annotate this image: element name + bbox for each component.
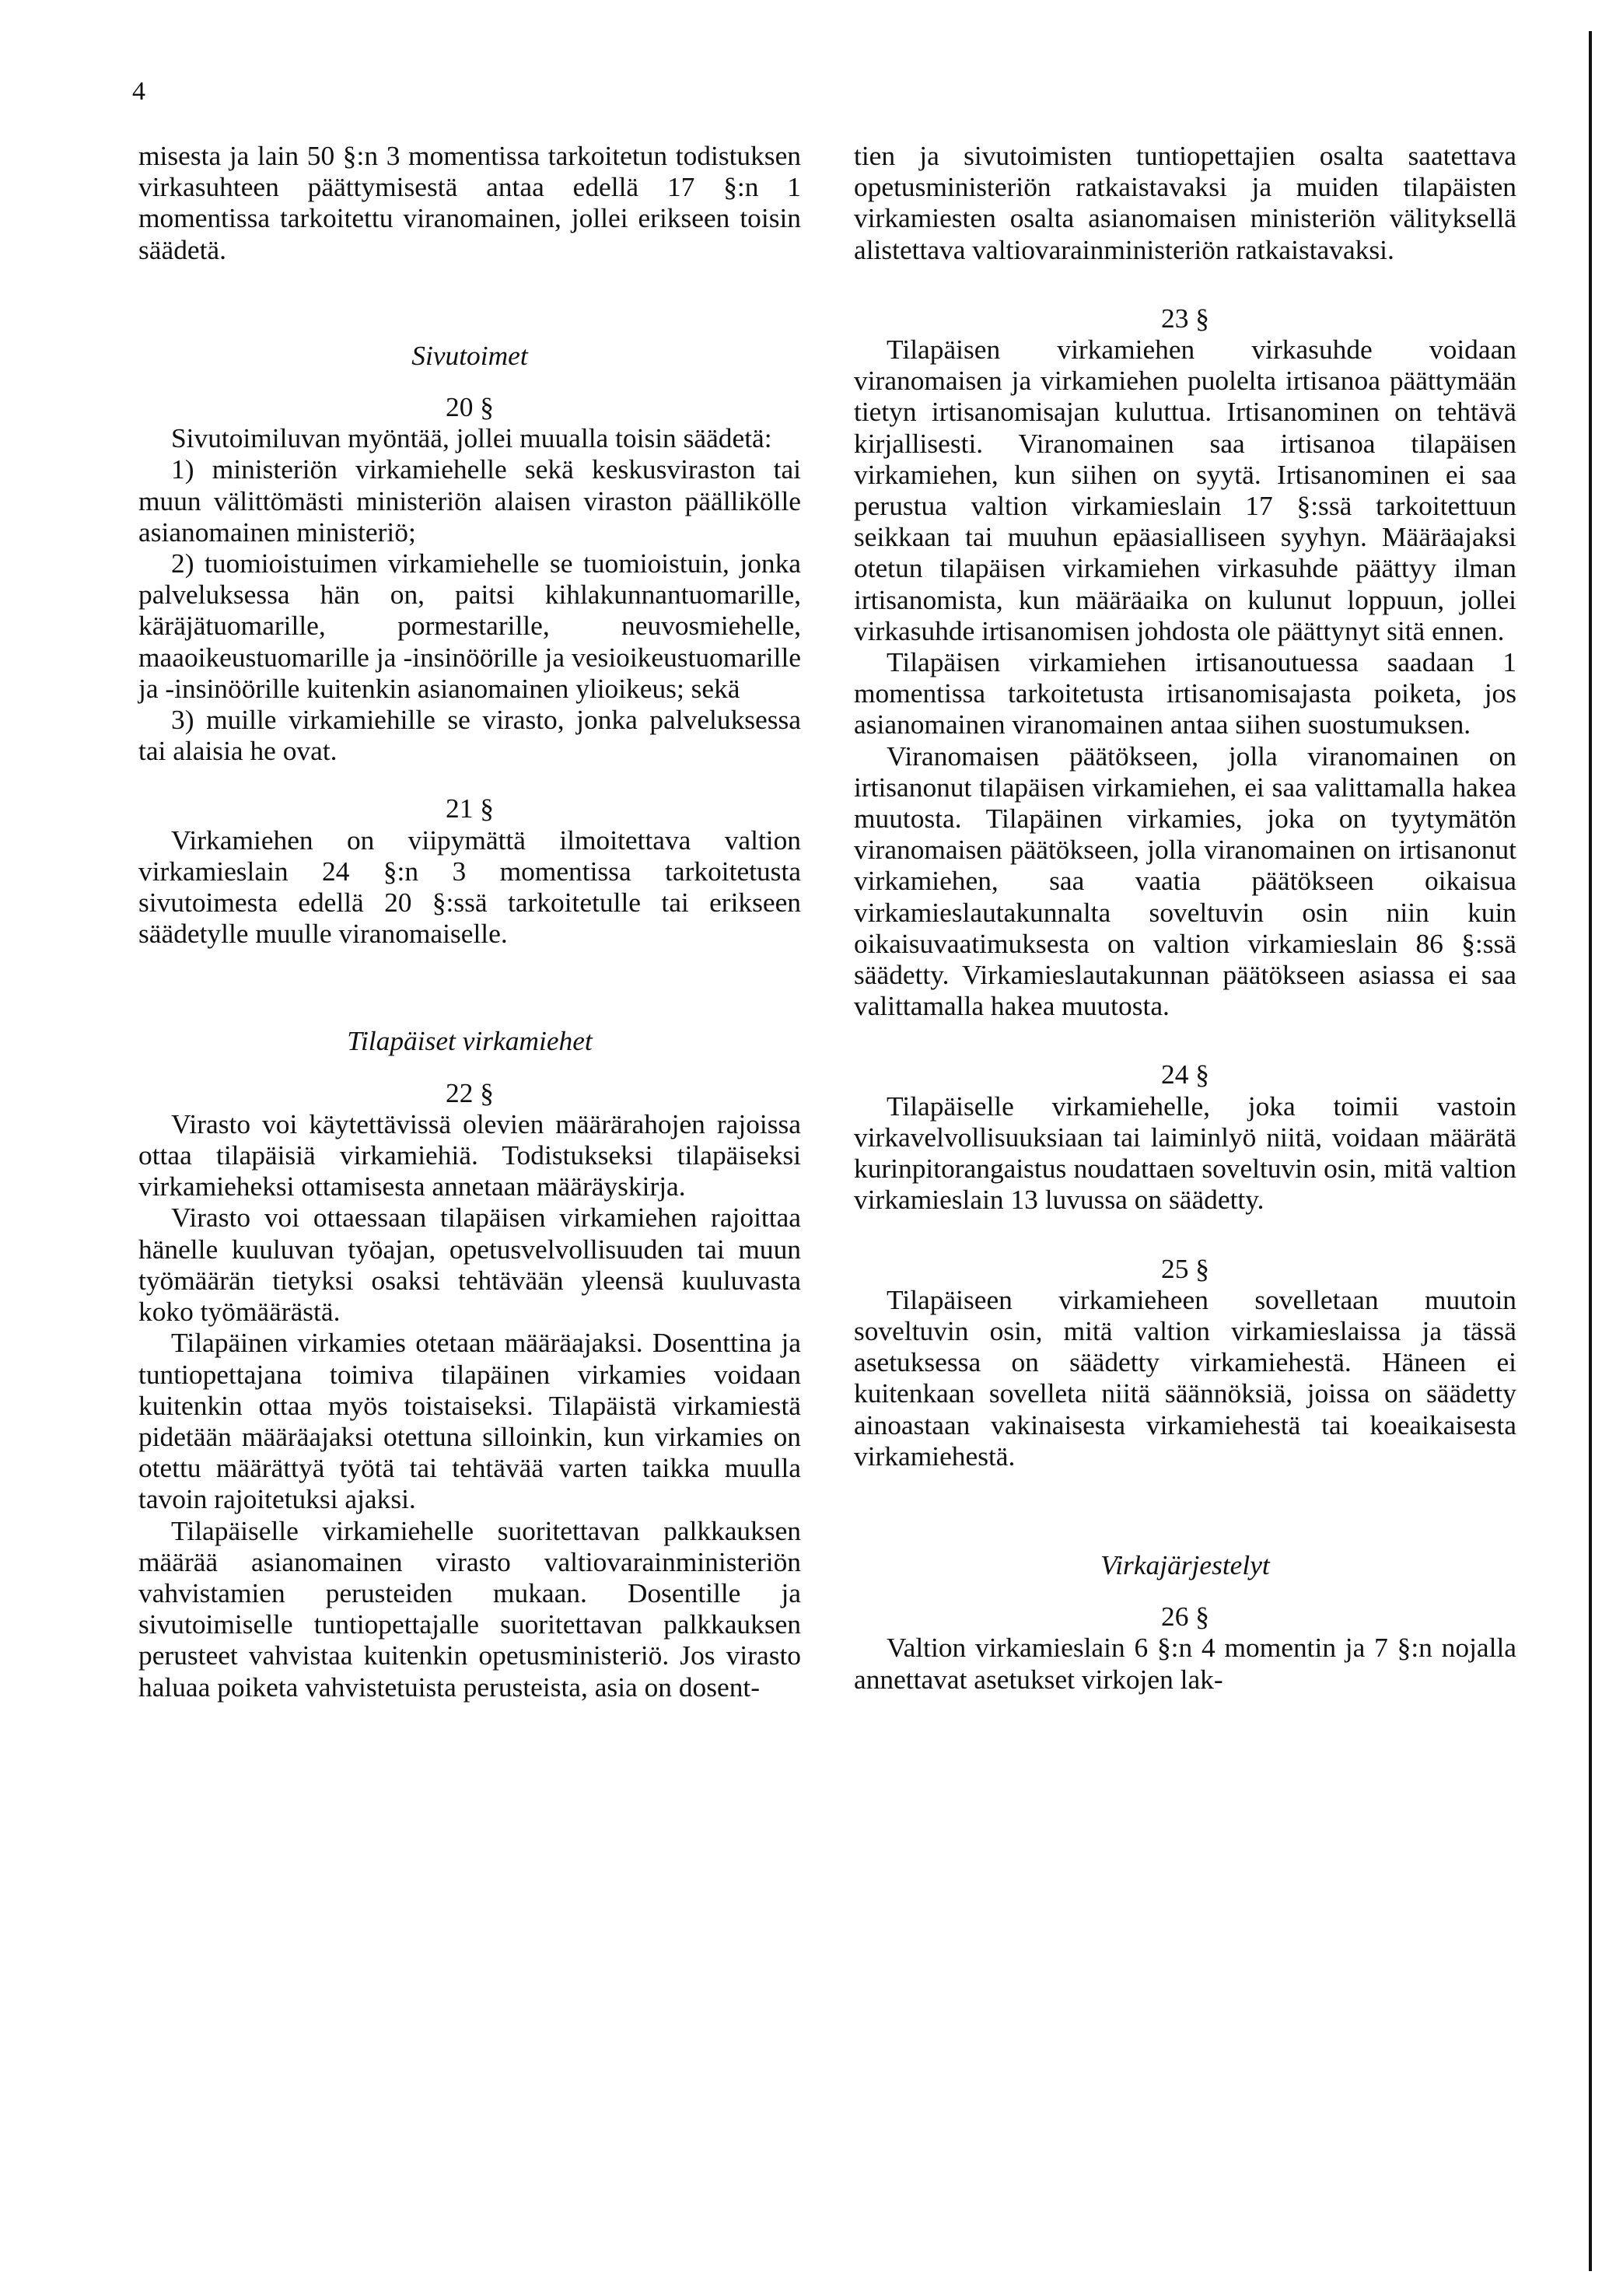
paragraph-continued: tien ja sivutoimisten tuntiopettajien osalta saatettava opetusministeriön ratkaistavaksi ja muiden tilapäisten virkamiesten osalta asianomaisen ministeriön välityksellä alistettava valtiovarainministeriön ratkaistavaksi. bbox=[854, 140, 1516, 265]
section-20-intro: Sivutoimiluvan myöntää, jollei muualla toisin säädetä: bbox=[171, 422, 772, 454]
heading-virkajarjestelyt: Virkajärjestelyt bbox=[1100, 1549, 1270, 1580]
heading-sivutoimet: Sivutoimet bbox=[411, 339, 528, 371]
section-22-number: 22 § bbox=[446, 1076, 494, 1108]
paragraph-continued: misesta ja lain 50 §:n 3 momentissa tarkoitetun todistuksen virkasuhteen päättymisestä antaa edellä 17 §:n 1 momentissa tarkoitettu viranomainen, jollei erikseen toisin säädetä. bbox=[138, 140, 801, 265]
section-22-paragraph-3: Tilapäinen virkamies otetaan määräajaksi. Dosenttina ja tuntiopettajana toimiva tilapäinen virkamies voidaan kuitenkin ottaa myös toistaiseksi. Tilapäistä virkamiestä pidetään määräajaksi otettuna silloinkin, kun virkamies on otettu määrättyä työtä tai tehtävää varten taikka muulla tavoin rajoitetuksi ajaksi. bbox=[138, 1327, 801, 1515]
heading-tilapaiset-virkamiehet: Tilapäiset virkamiehet bbox=[347, 1025, 593, 1057]
section-22-paragraph-2: Virasto voi ottaessaan tilapäisen virkamiehen rajoittaa hänelle kuuluvan työajan, opetusvelvollisuuden tai muun työmäärän tietyksi osaksi tehtävään yleensä kuuluvasta koko työmäärästä. bbox=[138, 1202, 801, 1328]
section-26-number: 26 § bbox=[1161, 1601, 1209, 1633]
section-20-item-2: 2) tuomioistuimen virkamiehelle se tuomioistuin, jonka palveluksessa hän on, paitsi kihlakunnantuomarille, käräjätuomarille, pormestarille, neuvosmiehelle, maaoikeustuomarille ja -insinöörille ja vesioikeustuomarille ja -insinöörille kuitenkin asianomainen ylioikeus; sekä bbox=[138, 548, 801, 704]
section-20-item-1: 1) ministeriön virkamiehelle sekä keskusviraston tai muun välittömästi ministeriön alaisen viraston päällikölle asianomainen ministeriö; bbox=[138, 453, 801, 548]
section-24-number: 24 § bbox=[1161, 1059, 1209, 1090]
section-24-text: Tilapäiselle virkamiehelle, joka toimii vastoin virkavelvollisuuksiaan tai laiminlyö niitä, voidaan määrätä kurinpitorangaistus noudattaen soveltuvin osin, mitä valtion virkamieslain 13 luvussa on säädetty. bbox=[854, 1090, 1516, 1216]
section-20-item-3: 3) muille virkamiehille se virasto, jonka palveluksessa tai alaisia he ovat. bbox=[138, 704, 801, 767]
section-25-text: Tilapäiseen virkamieheen sovelletaan muutoin soveltuvin osin, mitä valtion virkamieslaissa ja tässä asetuksessa on säädetty virkamiehestä. Häneen ei kuitenkaan sovelleta niitä säännöksiä, joissa on säädetty ainoastaan vakinaisesta virkamiehestä tai koeaikaisesta virkamiehestä. bbox=[854, 1283, 1516, 1472]
right-column bbox=[854, 140, 1516, 1695]
section-21-number: 21 § bbox=[446, 793, 494, 824]
section-23-number: 23 § bbox=[1161, 302, 1209, 334]
page-number: 4 bbox=[132, 77, 145, 106]
section-26-text: Valtion virkamieslain 6 §:n 4 momentin ja 7 §:n nojalla annettavat asetukset virkojen lak- bbox=[854, 1632, 1516, 1695]
section-21-text: Virkamiehen on viipymättä ilmoitettava valtion virkamieslain 24 §:n 3 momentissa tarkoitetusta sivutoimesta edellä 20 §:ssä tarkoitetulle tai erikseen säädetylle muulle viranomaiselle. bbox=[138, 824, 801, 950]
section-22-paragraph-4: Tilapäiselle virkamiehelle suoritettavan palkkauksen määrää asianomainen virasto valtiovarainministeriön vahvistamien perusteiden mukaan. Dosentille ja sivutoimiselle tuntiopettajalle suoritettavan palkkauksen perusteet vahvistaa kuitenkin opetusministeriö. Jos virasto haluaa poiketa vahvistetuista perusteista, asia on dosent- bbox=[138, 1514, 801, 1703]
section-23-paragraph-3: Viranomaisen päätökseen, jolla viranomainen on irtisanonut tilapäisen virkamiehen, ei saa valittamalla hakea muutosta. Tilapäinen virkamies, joka on tyytymätön viranomaisen päätökseen, jolla viranomainen on irtisanonut virkamiehen, saa vaatia päätökseen oikaisua virkamieslautakunnalta soveltuvin osin niin kuin oikaisuvaatimuksesta on valtion virkamieslain 86 §:ssä säädetty. Virkamieslautakunnan päätökseen asiassa ei saa valittamalla hakea muutosta. bbox=[854, 740, 1516, 1022]
section-23-paragraph-2: Tilapäisen virkamiehen irtisanoutuessa saadaan 1 momentissa tarkoitetusta irtisanomisajasta poiketa, jos asianomainen viranomainen antaa siihen suostumuksen. bbox=[854, 646, 1516, 740]
section-20-number: 20 § bbox=[446, 391, 494, 423]
section-23-paragraph-1: Tilapäisen virkamiehen virkasuhde voidaan viranomaisen ja virkamiehen puolelta irtisanoa päättymään tietyn irtisanomisajan kuluttua. Irtisanominen on tehtävä kirjallisesti. Viranomainen saa irtisanoa tilapäisen virkamiehen, kun siihen on syytä. Irtisanominen ei saa perustua valtion virkamieslain 17 §:ssä tarkoitettuun seikkaan tai muuhun epäasialliseen syyhyn. Määräajaksi otetun tilapäisen virkamiehen virkasuhde päättyy ilman irtisanomista, kun määräaika on kulunut loppuun, jollei virkasuhde irtisanomisen johdosta ole päättynyt sitä ennen. bbox=[854, 334, 1516, 646]
section-22-paragraph-1: Virasto voi käytettävissä olevien määrärahojen rajoissa ottaa tilapäisiä virkamiehiä. Todistukseksi tilapäiseksi virkamieheksi ottamisesta annetaan määräyskirja. bbox=[138, 1108, 801, 1202]
section-25-number: 25 § bbox=[1161, 1252, 1209, 1284]
page-edge-rule bbox=[1589, 31, 1592, 2271]
left-column bbox=[138, 140, 801, 1703]
